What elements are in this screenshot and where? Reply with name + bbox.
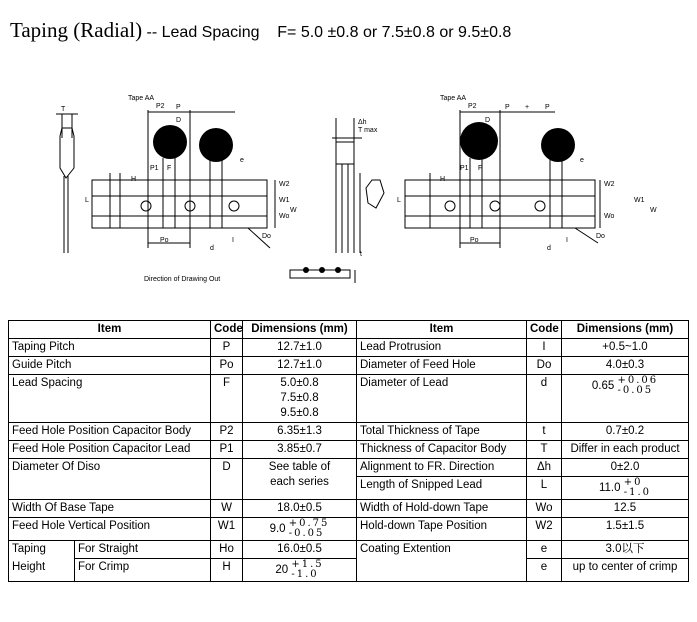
- dim-tolerance: [617, 376, 658, 396]
- side-profile-figure: [56, 114, 78, 253]
- table-row: [9, 441, 689, 459]
- cell-code: e: [527, 559, 562, 582]
- label-P-right: P: [505, 104, 510, 111]
- header-code-left: Code: [211, 321, 243, 339]
- dim-tolerance: [624, 478, 651, 498]
- left-tape-figure: [92, 110, 275, 248]
- cell-item: Lead Protrusion: [357, 339, 527, 357]
- label-W1-right: W1: [634, 197, 645, 204]
- cell-dim: 12.7±1.0: [243, 357, 357, 375]
- right-tape-figure: [405, 110, 600, 248]
- taping-spec-table: [8, 320, 689, 582]
- taping-drawing: [0, 78, 697, 293]
- cell-item: Coating Extention: [357, 541, 527, 559]
- cell-code: d: [527, 375, 562, 423]
- dim-line: See table of: [268, 461, 331, 473]
- capacitor-body-left-2: [199, 128, 233, 162]
- cell-code: Po: [211, 357, 243, 375]
- table-row: [9, 541, 689, 559]
- label-W-left: W: [290, 207, 297, 214]
- cell-code: P: [211, 339, 243, 357]
- label-I-left: I: [232, 237, 234, 244]
- label-P1-left: P1: [150, 165, 159, 172]
- cell-code: P2: [211, 423, 243, 441]
- tol-lower: -1.0: [291, 569, 319, 580]
- cell-dim: 3.0以下: [562, 541, 689, 559]
- cell-item: Total Thickness of Tape: [357, 423, 527, 441]
- label-L-left: L: [85, 197, 89, 204]
- center-side-figure: [290, 118, 362, 283]
- cell-dim: 0.7±0.2: [562, 423, 689, 441]
- cell-item: Diameter Of Diso: [9, 459, 211, 500]
- cell-item: Feed Hole Position Capacitor Lead: [9, 441, 211, 459]
- cell-dim: 16.0±0.5: [243, 541, 357, 559]
- label-T: T: [61, 106, 66, 113]
- label-F-right: F: [478, 165, 483, 172]
- label-e-left: e: [240, 157, 244, 164]
- heading-dash: --: [142, 24, 162, 41]
- label-d-right: d: [547, 245, 551, 252]
- label-Do-left: Do: [262, 233, 271, 240]
- dim-line: 5.0±0.8: [280, 377, 319, 389]
- cell-dim: 3.85±0.7: [243, 441, 357, 459]
- capacitor-body-right-1: [460, 122, 498, 160]
- cell-dim: 6.35±1.3: [243, 423, 357, 441]
- cell-code: Ho: [211, 541, 243, 559]
- label-P2-right: P2: [468, 103, 477, 110]
- label-F-left: F: [167, 165, 172, 172]
- heading-title: Taping (Radial): [10, 18, 143, 42]
- label-I-right: I: [566, 237, 568, 244]
- dim-tolerance: [289, 519, 330, 539]
- cell-code: Δh: [527, 459, 562, 477]
- tape-label-left: Tape AA: [128, 95, 155, 102]
- table-row: [9, 459, 689, 477]
- dim-base: 0.65: [591, 380, 615, 393]
- cell-dim: 4.0±0.3: [562, 357, 689, 375]
- cell-code: t: [527, 423, 562, 441]
- cell-dim: [243, 559, 357, 582]
- header-code-right: Code: [527, 321, 562, 339]
- header-item-left: Item: [9, 321, 211, 339]
- tol-lower: -0.05: [288, 528, 325, 539]
- cell-code: Wo: [527, 500, 562, 518]
- capacitor-body-right-2: [541, 128, 575, 162]
- cell-subitem: For Straight: [75, 541, 211, 559]
- tol-upper: +0: [623, 477, 643, 488]
- tol-upper: +1.5: [291, 559, 324, 570]
- label-d-left: d: [210, 245, 214, 252]
- cell-dim: [562, 375, 689, 423]
- dim-tolerance: [291, 560, 323, 580]
- label-W1-left: W1: [279, 197, 290, 204]
- cell-code: W2: [527, 518, 562, 541]
- label-Po-left: Po: [160, 237, 169, 244]
- cell-item: Thickness of Capacitor Body: [357, 441, 527, 459]
- label-Do-right: Do: [596, 233, 605, 240]
- label-D-left: D: [176, 117, 182, 124]
- page-heading: [10, 18, 511, 43]
- cell-item: Feed Hole Vertical Position: [9, 518, 211, 541]
- capacitor-body-left-1: [153, 125, 187, 159]
- table-row: [9, 339, 689, 357]
- cell-code: I: [527, 339, 562, 357]
- cell-dim: up to center of crimp: [562, 559, 689, 582]
- dim-line: 7.5±0.8: [280, 392, 319, 404]
- cell-item: Lead Spacing: [9, 375, 211, 423]
- header-dim-left: Dimensions (mm): [243, 321, 357, 339]
- cell-subitem: For Crimp: [75, 559, 211, 582]
- cell-item: [357, 559, 527, 582]
- heading-formula: F= 5.0 ±0.8 or 7.5±0.8 or 9.5±0.8: [277, 24, 512, 41]
- cell-item: Diameter of Feed Hole: [357, 357, 527, 375]
- label-e-right: e: [580, 157, 584, 164]
- tol-lower: -0.05: [617, 385, 654, 396]
- tape-label-right: Tape AA: [440, 95, 467, 102]
- cell-code: H: [211, 559, 243, 582]
- cell-code: W1: [211, 518, 243, 541]
- table-row: [9, 357, 689, 375]
- cell-dim: 12.5: [562, 500, 689, 518]
- label-t: t: [360, 251, 362, 258]
- cell-code: Do: [527, 357, 562, 375]
- cell-dim: 0±2.0: [562, 459, 689, 477]
- cell-item: Taping: [9, 541, 75, 559]
- label-dh: Δh: [358, 119, 367, 126]
- cell-code: W: [211, 500, 243, 518]
- cell-item: Diameter of Lead: [357, 375, 527, 423]
- cell-code: P1: [211, 441, 243, 459]
- cell-dim: 12.7±1.0: [243, 339, 357, 357]
- header-dim-right: Dimensions (mm): [562, 321, 689, 339]
- table-row: [9, 423, 689, 441]
- table-row: [9, 375, 689, 423]
- cell-dim: [243, 459, 357, 500]
- label-P-right-2: P: [545, 104, 550, 111]
- cell-code: D: [211, 459, 243, 500]
- right-side-profile-figure: [360, 173, 384, 253]
- label-Po-right: Po: [470, 237, 479, 244]
- tol-upper: +0.06: [617, 375, 659, 386]
- dim-base: 11.0: [598, 482, 621, 495]
- cell-item: Width Of Base Tape: [9, 500, 211, 518]
- table-header-row: [9, 321, 689, 339]
- label-plus-right: +: [525, 104, 530, 111]
- label-Wo-right: Wo: [604, 213, 615, 220]
- label-W2-right: W2: [604, 181, 615, 188]
- label-Tmax: T max: [358, 127, 378, 134]
- label-H-left: H: [131, 176, 137, 183]
- drawing-caption: Direction of Drawing Out: [144, 276, 221, 283]
- dim-line: each series: [270, 476, 329, 488]
- label-P1-right: P1: [460, 165, 469, 172]
- label-D-right: D: [485, 117, 491, 124]
- cell-dim: [243, 518, 357, 541]
- cell-item: Height: [9, 559, 75, 582]
- label-P2-left: P2: [156, 103, 165, 110]
- header-item-right: Item: [357, 321, 527, 339]
- cell-dim: 18.0±0.5: [243, 500, 357, 518]
- label-Wo-left: Wo: [279, 213, 290, 220]
- tol-upper: +0.75: [288, 518, 330, 529]
- label-W2-left: W2: [279, 181, 290, 188]
- dim-base: 9.0: [269, 523, 286, 536]
- dim-line: 9.5±0.8: [280, 407, 319, 419]
- cell-item: Taping Pitch: [9, 339, 211, 357]
- cell-code: L: [527, 477, 562, 500]
- cell-item: Length of Snipped Lead: [357, 477, 527, 500]
- cell-item: Alignment to FR. Direction: [357, 459, 527, 477]
- label-P-left: P: [176, 104, 181, 111]
- cell-dim: Differ in each product: [562, 441, 689, 459]
- label-H-right: H: [440, 176, 446, 183]
- cell-code: T: [527, 441, 562, 459]
- dim-base: 20: [275, 564, 289, 577]
- tol-lower: -1.0: [623, 487, 652, 498]
- cell-dim: [243, 375, 357, 423]
- cell-dim: [562, 477, 689, 500]
- cell-item: Hold-down Tape Position: [357, 518, 527, 541]
- table-row: [9, 559, 689, 582]
- label-W-right: W: [650, 207, 657, 214]
- cell-item: Guide Pitch: [9, 357, 211, 375]
- label-L-right: L: [397, 197, 401, 204]
- cell-dim: +0.5~1.0: [562, 339, 689, 357]
- cell-dim: 1.5±1.5: [562, 518, 689, 541]
- cell-code: F: [211, 375, 243, 423]
- cell-item: Feed Hole Position Capacitor Body: [9, 423, 211, 441]
- heading-lead-spacing: Lead Spacing: [161, 24, 260, 41]
- cell-code: e: [527, 541, 562, 559]
- table-row: [9, 500, 689, 518]
- cell-item: Width of Hold-down Tape: [357, 500, 527, 518]
- table-row: [9, 518, 689, 541]
